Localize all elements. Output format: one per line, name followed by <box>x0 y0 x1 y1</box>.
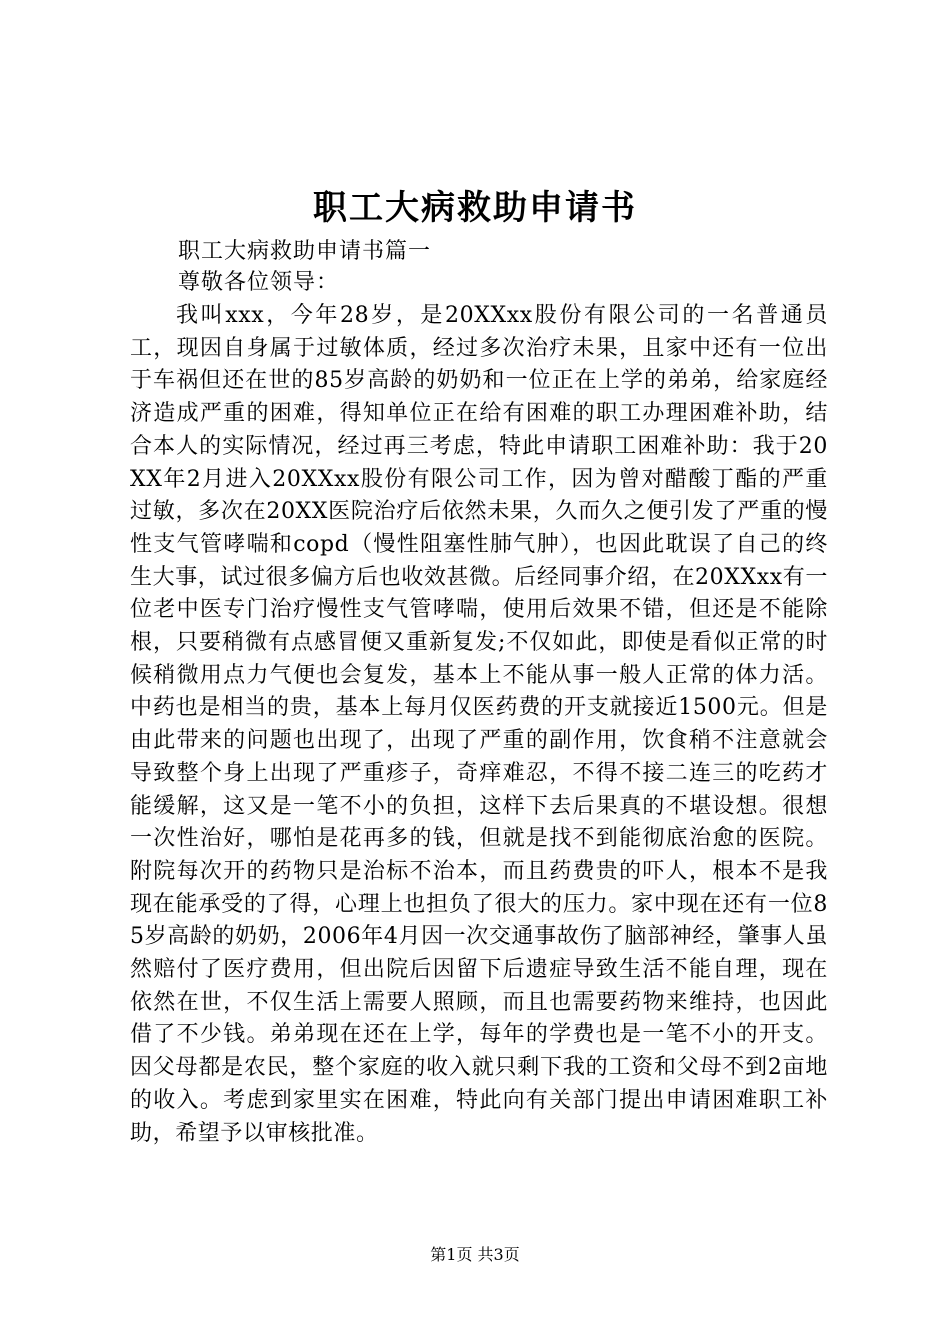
document-title: 职工大病救助申请书 <box>313 188 637 228</box>
body-paragraph: 我叫xxx，今年28岁，是20XXxx股份有限公司的一名普通员工，现因自身属于过敏体质，经过多次治疗未果，且家中还有一位出于车祸但还在世的85岁高龄的奶奶和一位正在上学的弟弟，给家庭经济造成严重的困难，得知单位正在给有困难的职工办理困难补助，结合本人的实际情况，经过再三考虑，特此申请职工困难补助：我于20XX年2月进入20XXxx股份有限公司工作，因为曾对醋酸丁酯的严重过敏，多次在20XX医院治疗后依然未果，久而久之便引发了严重的慢性支气管哮喘和copd（慢性阻塞性肺气肿），也因此耽误了自己的终生大事，试过很多偏方后也收效甚微。后经同事介绍，在20XXxx有一位老中医专门治疗慢性支气管哮喘，使用后效果不错，但还是不能除根，只要稍微有点感冒便又重新复发;不仅如此，即使是看似正常的时候稍微用点力气便也会复发，基本上不能从事一般人正常的体力活。中药也是相当的贵，基本上每月仅医药费的开支就接近1500元。但是由此带来的问题也出现了，出现了严重的副作用，饮食稍不注意就会导致整个身上出现了严重疹子，奇痒难忍，不得不接二连三的吃药才能缓解，这又是一笔不小的负担，这样下去后果真的不堪设想。很想一次性治好，哪怕是花再多的钱，但就是找不到能彻底治愈的医院。附院每次开的药物只是治标不治本，而且药费贵的吓人，根本不是我现在能承受的了得，心理上也担负了很大的压力。家中现在还有一位85岁高龄的奶奶，2006年4月因一次交通事故伤了脑部神经，肇事人虽然赔付了医疗费用，但出院后因留下后遗症导致生活不能自理，现在依然在世，不仅生活上需要人照顾，而且也需要药物来维持，也因此借了不少钱。弟弟现在还在上学，每年的学费也是一笔不小的开支。因父母都是农民，整个家庭的收入就只剩下我的工资和父母不到2亩地的收入。考虑到家里实在困难，特此向有关部门提出申请困难职工补助，希望予以审核批准。 <box>130 303 828 1146</box>
page-indicator: 第1页 共3页 <box>430 1245 520 1264</box>
salutation: 尊敬各位领导： <box>178 270 340 295</box>
document-subtitle: 职工大病救助申请书篇一 <box>178 239 432 264</box>
